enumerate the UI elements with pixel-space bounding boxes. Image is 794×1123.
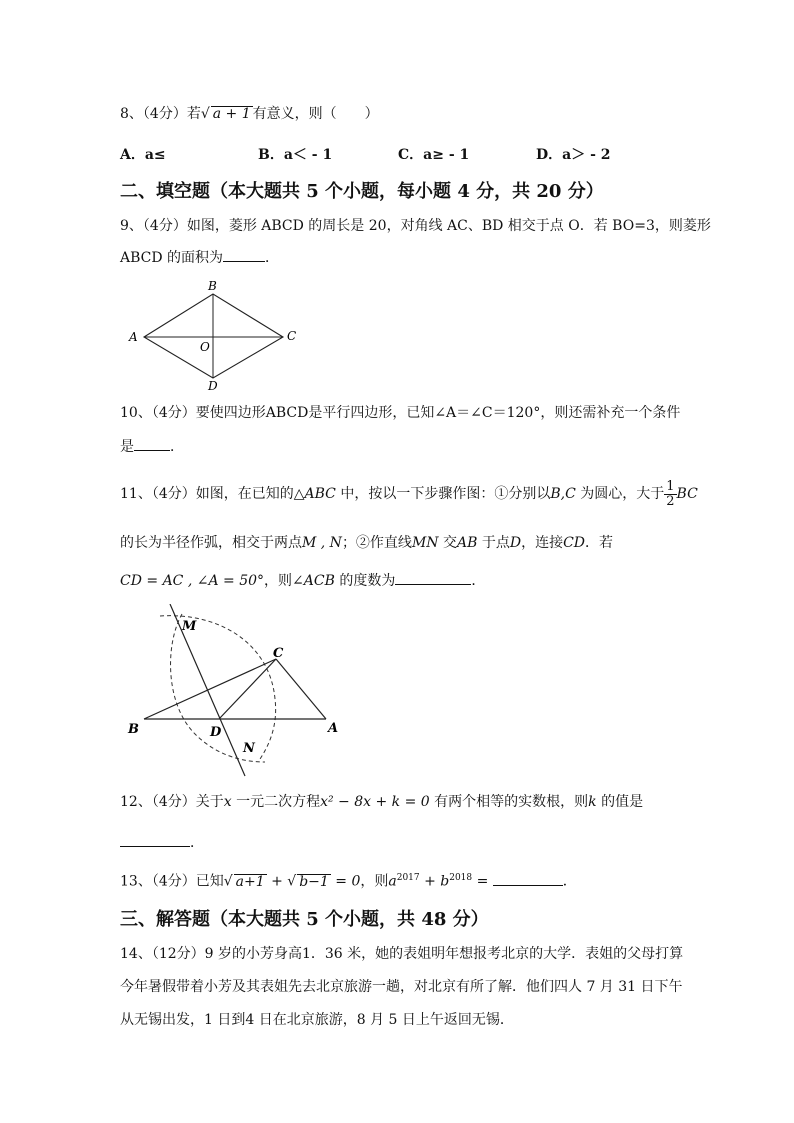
q11-math-abc: ABC <box>304 486 336 502</box>
label-a: A <box>129 330 138 344</box>
q12-equation: x² − 8x + k = 0 <box>320 794 430 810</box>
label-b: B <box>208 279 217 293</box>
q13-math-b: b <box>440 873 450 890</box>
q11-text: ，则∠ <box>264 573 304 589</box>
q11-text: 中，按以一下步骤作图：①分别以 <box>335 486 551 502</box>
label-m: M <box>182 619 197 634</box>
q11-line-2 <box>120 533 613 553</box>
q10-line-2-text: 是 <box>120 439 134 455</box>
q13-text: ． <box>562 873 577 890</box>
q9-line-2-text: ABCD 的面积为 <box>120 250 224 266</box>
q12-text: 有两个相等的实数根，则 <box>429 794 589 810</box>
q11-math-bc: BC <box>676 486 698 502</box>
q12-line-1 <box>120 792 643 812</box>
q8-prefix: 8、（4分）若 <box>120 106 201 122</box>
triangle-construction-figure <box>120 604 360 780</box>
q12-line-2 <box>120 832 204 853</box>
q11-text: ．若 <box>585 535 614 551</box>
answer-blank <box>395 570 471 585</box>
q11-text: 11、（4分）如图，在已知的△ <box>120 486 305 502</box>
q11-text: ，连接 <box>521 535 564 551</box>
radical-sign: √ <box>287 873 297 890</box>
q14-line-2: 今年暑假带着小芳及其表姐先去北京旅游一趟，对北京有所了解．他们四人 7 月 31 日下午 <box>120 979 683 995</box>
q9-line-2 <box>120 247 279 268</box>
answer-blank <box>120 832 190 847</box>
q12-math-k: k <box>588 794 597 810</box>
q14-line-1: 14、（12分）9 岁的小芳身高1．36 米，她的表姐明年想报考北京的大学．表姐的父母打算 <box>120 946 684 962</box>
question-8 <box>120 104 379 124</box>
q13-plus: + <box>266 873 288 890</box>
label-d: D <box>210 725 222 740</box>
q11-math: CD <box>563 535 586 551</box>
rhombus-figure <box>120 278 310 396</box>
q8-option-a: A．a≤ <box>120 147 166 163</box>
q11-line-3 <box>120 570 485 591</box>
q13-text: 13、（4分）已知 <box>120 873 224 890</box>
section-3-heading: 三、解答题（本大题共 5 个小题，共 48 分） <box>120 909 489 930</box>
q9-line-1: 9、（4分）如图，菱形 ABCD 的周长是 20，对角线 AC、BD 相交于点 O．若 BO=3，则菱形 <box>120 218 711 234</box>
q11-math: ACB <box>303 573 335 589</box>
q12-text: ． <box>190 835 204 851</box>
q10-line-2 <box>120 436 184 457</box>
q12-text: 一元二次方程 <box>231 794 321 810</box>
fraction-denominator: 2 <box>666 493 675 509</box>
q11-text: 为圆心，大于 <box>575 486 665 502</box>
answer-blank <box>134 436 170 451</box>
q11-math: M , N <box>302 535 342 551</box>
radical-sign: √ <box>200 106 210 122</box>
q12-text: 12、（4分）关于 <box>120 794 224 810</box>
q11-line-1 <box>120 477 698 511</box>
q11-math: CD = AC , ∠A = 50° <box>120 573 265 589</box>
q11-text: ． <box>471 573 486 589</box>
fraction-half <box>664 480 676 509</box>
q8-option-b: B．a＜ - 1 <box>258 147 333 163</box>
label-c: C <box>287 329 297 343</box>
q11-text: 交 <box>438 535 457 551</box>
answer-blank <box>223 247 265 262</box>
answer-blank <box>493 871 563 886</box>
q8-option-c: C．a≥ - 1 <box>398 147 470 163</box>
segment-bc <box>144 659 276 719</box>
q13-math: = 0 <box>330 873 361 890</box>
label-a: A <box>328 721 339 736</box>
radical-sign: √ <box>223 873 233 890</box>
q13-math-a: a <box>388 873 397 890</box>
q13-equals: = <box>472 873 493 890</box>
q8-radicand: a + 1 <box>212 106 251 122</box>
q11-text: 的度数为 <box>334 573 396 589</box>
label-b: B <box>128 722 139 737</box>
q11-math: AB <box>456 535 478 551</box>
label-c: C <box>273 646 284 661</box>
q13-exponent-b: 2018 <box>449 873 473 883</box>
q11-text: ；②作直线 <box>341 535 412 551</box>
segment-cd <box>219 659 276 719</box>
q13-line <box>120 868 577 892</box>
q11-text: 的长为半径作弧，相交于两点 <box>120 535 302 551</box>
label-d: D <box>208 379 218 393</box>
q8-option-d: D．a＞ - 2 <box>536 147 611 163</box>
q13-exponent-a: 2017 <box>396 873 420 883</box>
q10-line-1: 10、（4分）要使四边形ABCD是平行四边形，已知∠A＝∠C＝120°，则还需补充一个条件 <box>120 405 681 421</box>
q13-radicand-1: a+1 <box>235 873 265 890</box>
q11-text: 于点 <box>477 535 510 551</box>
q13-radicand-2: b−1 <box>299 873 329 890</box>
q13-text: ，则 <box>360 873 389 890</box>
q12-text: 的值是 <box>596 794 644 810</box>
q11-math: MN <box>411 535 439 551</box>
q13-plus: + <box>419 873 441 890</box>
q14-line-3: 从无锡出发，1 日到4 日在北京旅游，8 月 5 日上午返回无锡． <box>120 1012 514 1028</box>
q8-suffix: 有意义，则（ ） <box>252 106 379 122</box>
q11-math-bc: B,C <box>550 486 576 502</box>
label-n: N <box>243 741 255 756</box>
q11-math: D <box>509 535 522 551</box>
label-o: O <box>200 340 210 354</box>
q9-line-2-end: ． <box>265 250 280 266</box>
segment-ca <box>276 659 326 719</box>
section-2-heading: 二、填空题（本大题共 5 个小题，每小题 4 分，共 20 分） <box>120 181 604 202</box>
q12-math-x: x <box>223 794 232 810</box>
q10-line-2-end: ． <box>170 439 184 455</box>
fraction-numerator: 1 <box>666 478 675 494</box>
